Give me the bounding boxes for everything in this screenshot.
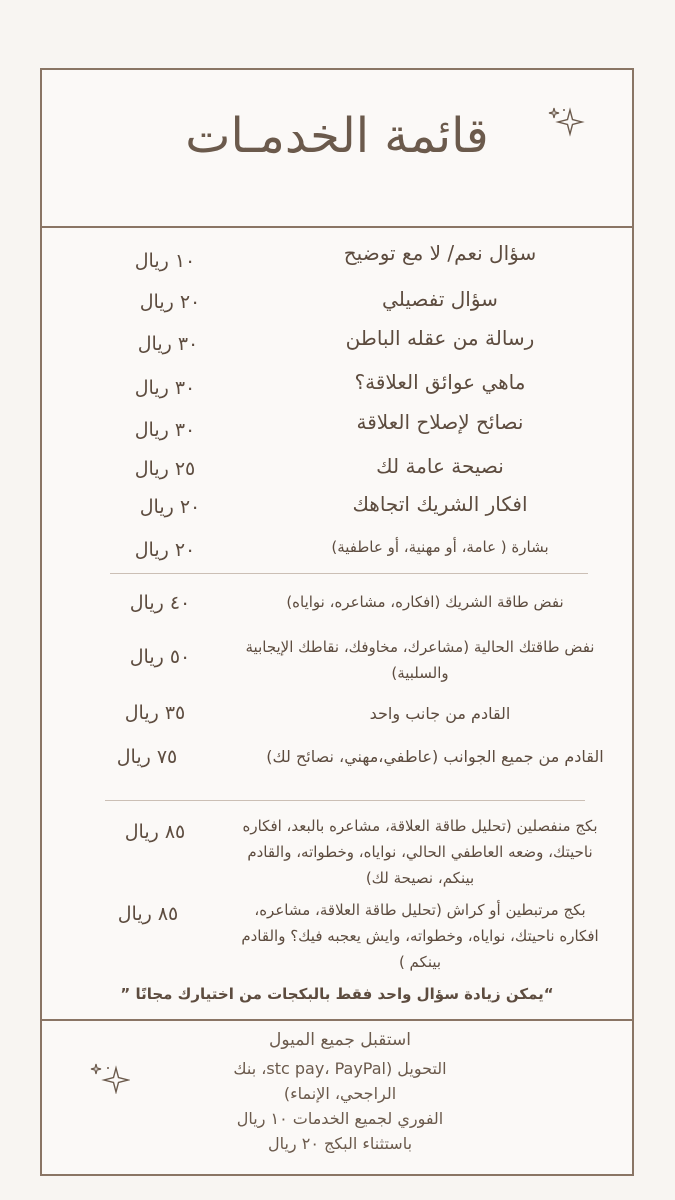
service-name: القادم من جانب واحد: [369, 704, 511, 723]
menu-frame: [40, 68, 634, 1176]
footer-line: باستثناء البكج ٢٠ ريال: [267, 1134, 413, 1153]
service-price: ٢٥ ريال: [134, 458, 196, 480]
sparkle-icon-footer: [88, 1062, 130, 1097]
page-title: قائمة الخدمـات: [185, 108, 489, 164]
service-price: ٣٠ ريال: [134, 419, 196, 441]
service-name: نصائح لإصلاح العلاقة: [356, 410, 524, 434]
section-divider-1: [110, 573, 588, 574]
service-name: سؤال نعم/ لا مع توضيح: [343, 241, 537, 265]
service-price: ١٠ ريال: [134, 250, 196, 272]
service-price: ٢٠ ريال: [134, 539, 196, 561]
footer-text: [190, 1028, 490, 1156]
section-divider-2: [105, 800, 585, 801]
service-price: ٣٠ ريال: [137, 333, 199, 355]
service-name: نصيحة عامة لك: [376, 454, 504, 478]
service-price: ٣٠ ريال: [134, 377, 196, 399]
service-price: ٧٥ ريال: [116, 746, 178, 768]
service-name: بشارة ( عامة، أو مهنية، أو عاطفية): [331, 538, 549, 556]
service-name: سؤال تفصيلي: [382, 287, 498, 311]
package-name: بكج منفصلين (تحليل طاقة العلاقة، مشاعره بالبعد، افكاره ناحيتك، وضعه العاطفي الحالي، نواياه، وخطواته، والقادم بينكم، نصيحة لك): [242, 817, 598, 887]
service-name: القادم من جميع الجوانب (عاطفي،مهني، نصائح لك): [266, 747, 604, 766]
service-name: نفض طاقة الشريك (افكاره، مشاعره، نواياه): [286, 593, 564, 611]
service-price: ٣٥ ريال: [124, 702, 186, 724]
package-name: بكج مرتبطين أو كراش (تحليل طاقة العلاقة، مشاعره، افكاره ناحيتك، نواياه، وخطواته، وايش يعجبه فيك؟ والقادم بينكم ): [241, 901, 599, 971]
header-divider: [40, 226, 634, 228]
service-name: نفض طاقتك الحالية (مشاعرك، مخاوفك، نقاطك الإيجابية والسلبية): [245, 638, 595, 682]
package-note: “يمكن زيادة سؤال واحد فقط بالبكجات من اختيارك مجانًا ”: [120, 985, 554, 1003]
service-price: ٤٠ ريال: [129, 592, 191, 614]
footer-line: الفوري لجميع الخدمات ١٠ ريال: [236, 1109, 444, 1128]
footer-divider: [40, 1019, 634, 1021]
footer-line: استقبل جميع الميول: [268, 1030, 412, 1050]
service-price: ٥٠ ريال: [129, 646, 191, 668]
footer-line: التحويل (stc pay، PayPal، بنك: [233, 1059, 447, 1078]
sparkle-icon: [544, 106, 586, 141]
service-price: ٢٠ ريال: [139, 291, 201, 313]
service-name: ماهي عوائق العلاقة؟: [354, 370, 526, 394]
footer-line: الراجحي، الإنماء): [283, 1084, 397, 1103]
service-price: ٢٠ ريال: [139, 496, 201, 518]
package-price: ٨٥ ريال: [117, 903, 179, 925]
package-price: ٨٥ ريال: [124, 821, 186, 843]
service-name: رسالة من عقله الباطن: [345, 326, 535, 350]
service-name: افكار الشريك اتجاهك: [352, 492, 528, 516]
